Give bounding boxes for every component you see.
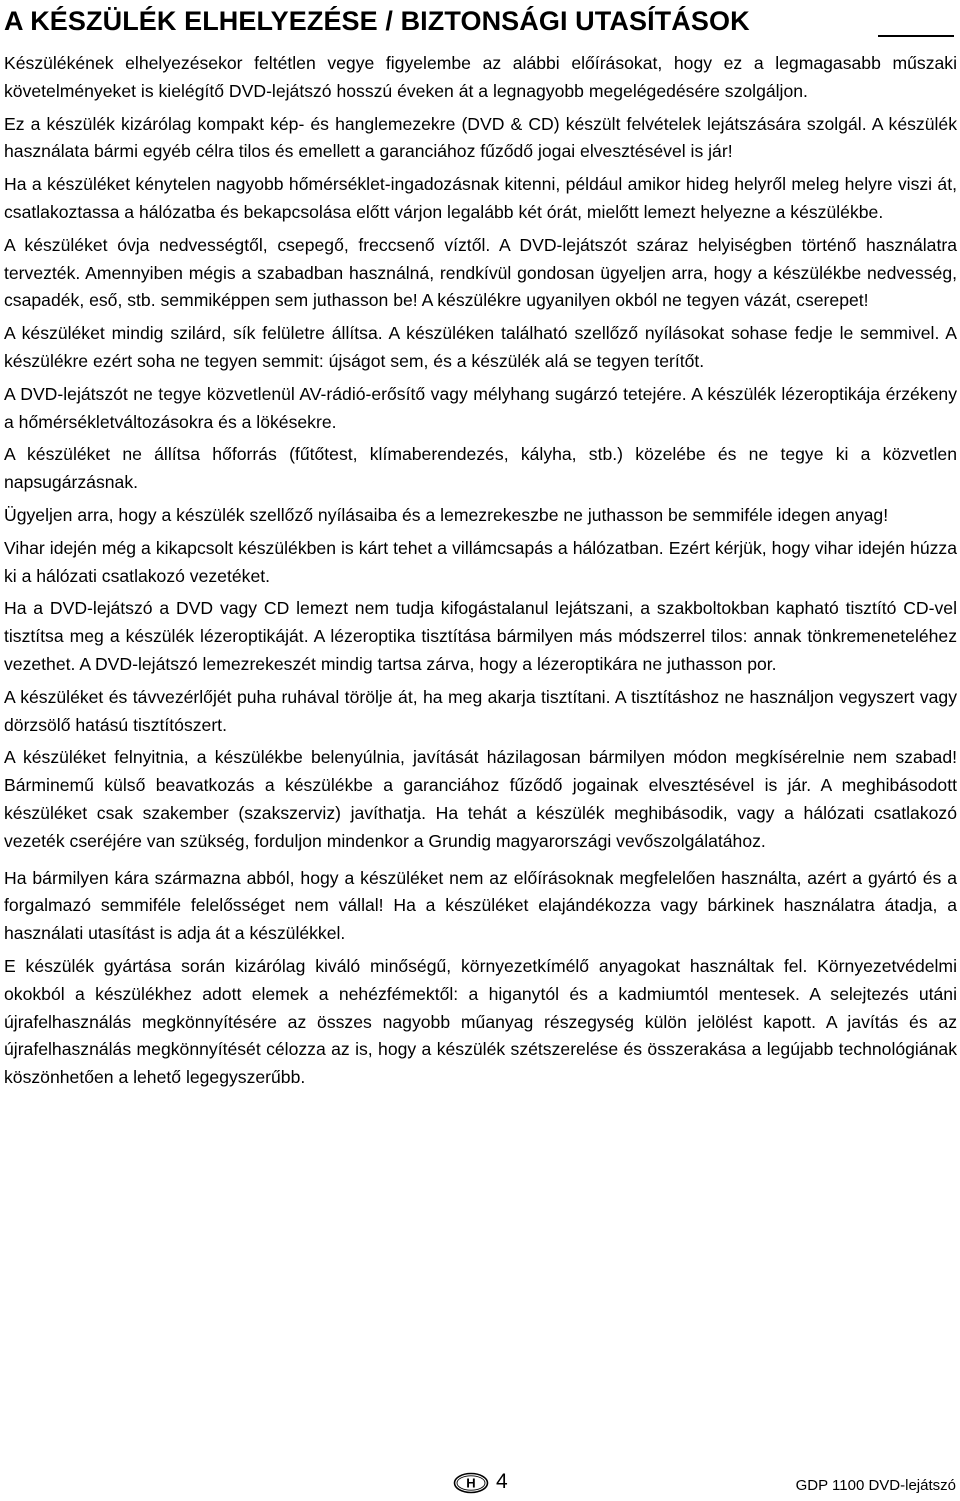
paragraph-purpose: Ez a készülék kizárólag kompakt kép- és hanglemezekre (DVD & CD) készült felvételek lejátszására szolgál. A készülék használata bármi egyéb célra tilos és emellett a garanciához fűződő jogai elvesztésével is jár! bbox=[4, 113, 957, 162]
paragraph-temperature: Ha a készüléket kénytelen nagyobb hőmérséklet-ingadozásnak kitenni, például amikor hideg helyről meleg helyre viszi át, csatlakoztassa a hálózatba és bekapcsolása előtt várjon legalább két órát, mielőtt lemezt helyezne a készülékbe. bbox=[4, 174, 957, 222]
model-name: GDP 1100 DVD-lejátszó bbox=[795, 1477, 956, 1494]
paragraph-intro: Készülékének elhelyezésekor feltétlen vegye figyelembe az alábbi előírásokat, hogy ez a legmagasabb műszaki követelményeket is kielégítő DVD-lejátszó hosszú éveken át a legnagyobb megelégedésére szolgáljon. bbox=[4, 53, 957, 101]
paragraph-cleaning: A készüléket és távvezérlőjét puha ruhával törölje át, ha meg akarja tisztítani. A tisztításhoz ne használjon vegyszert vagy dörzsölő hatású tisztítószert. bbox=[4, 686, 957, 735]
paragraph-moisture: A készüléket óvja nedvességtől, csepegő, freccsenő víztől. A DVD-lejátszót száraz helyiségben történő használatra tervezték. Amennyiben mégis a szabadban használná, rendkívül gondosan ügyeljen arra, hogy a készülékbe nedvesség, csapadék, eső, stb. semmiképpen sem juthasson be! A készülékre ugyanilyen okból ne tegyen vázát, cserepet! bbox=[4, 234, 957, 311]
paragraph-environment: E készülék gyártása során kizárólag kiváló minőségű, környezetkímélő anyagokat használtak fel. Környezetvédelmi okokból a készülékhez adott elemek a nehézfémektől: a higanytól és a kadmiumtól mentesek. A selejtezés utáni újrafelhasználás megkönnyítésére az összes nagyobb műanyag részegység külön jelölést kapott. A javítás és az újrafelhasználás megkönnyítését célozza az is, hogy a készülék szétszerelése és összerakása a legújabb technológiának köszönhetően a lehető legegyszerűbb. bbox=[4, 955, 957, 1088]
paragraph-placement: A készüléket mindig szilárd, sík felületre állítsa. A készüléken található szellőző nyílásokat sohase fedje le semmivel. A készülékre ezért soha ne tegyen semmit: újságot sem, és a készülék alá se tegyen terítőt. bbox=[4, 323, 957, 371]
paragraph-foreign-objects: Ügyeljen arra, hogy a készülék szellőző nyílásaiba és a lemezrekeszbe ne juthasson be semmiféle idegen anyag! bbox=[4, 504, 889, 525]
paragraph-lightning: Vihar idején még a kikapcsolt készülékben is kárt tehet a villámcsapás a hálózatban. Ezért kérjük, hogy vihar idején húzza ki a hálózati csatlakozó vezetéket. bbox=[4, 537, 957, 586]
title-rule bbox=[878, 35, 954, 37]
body-text bbox=[4, 50, 957, 1097]
paragraph-amplifier: A DVD-lejátszót ne tegye közvetlenül AV-rádió-erősítő vagy mélyhang sugárzó tetejére. A készülék lézeroptikája érzékeny a hőmérsékletváltozásokra és a lökésekre. bbox=[4, 383, 957, 432]
paragraph-liability: Ha bármilyen kára származna abból, hogy a készüléket nem az előírásoknak megfelelően használta, azért a gyártó és a forgalmazó semmiféle felelősséget nem vállal! Ha a készüléket elajándékozza vagy bárkinek használatra átadja, a használati utasítást is adja át a készülékkel. bbox=[4, 867, 957, 944]
language-badge-letter: H bbox=[466, 1475, 476, 1491]
paragraph-laser-cleaning: Ha a DVD-lejátszó a DVD vagy CD lemezt nem tudja kifogástalanul lejátszani, a szakboltokban kapható tisztító CD-vel tisztítsa meg a készülék lézeroptikáját. A lézeroptika tisztítása bármilyen más módszerrel tilos: annak tönkremeneteléhez vezethet. A DVD-lejátszó lemezrekeszét mindig tartsa zárva, hogy a lézeroptikára ne juthasson por. bbox=[4, 598, 957, 674]
paragraph-heat-sources: A készüléket ne állítsa hőforrás (fűtőtest, klímaberendezés, kályha, stb.) közelébe és ne tegye ki a közvetlen napsugárzásnak. bbox=[4, 444, 957, 493]
page-footer bbox=[0, 1468, 960, 1498]
page-number: 4 bbox=[496, 1470, 508, 1493]
language-badge-icon bbox=[453, 1472, 489, 1494]
page-header bbox=[4, 6, 956, 40]
page-title: A KÉSZÜLÉK ELHELYEZÉSE / BIZTONSÁGI UTASÍTÁSOK bbox=[4, 6, 750, 36]
paragraph-repair: A készüléket felnyitnia, a készülékbe belenyúlnia, javítását házilagosan bármilyen módon megkísérelnie nem szabad! Bárminemű külső beavatkozás a készülékbe a garanciához fűződő jogainak elvesztésével is jár. A meghibásodott készüléket csak szakember (szakszerviz) javíthatja. Ha tehát a készülék meghibásodik, vagy a hálózati csatlakozó vezeték cseréjére van szükség, forduljon mindenkor a Grundig magyarországi vevőszolgálatához. bbox=[4, 747, 957, 851]
